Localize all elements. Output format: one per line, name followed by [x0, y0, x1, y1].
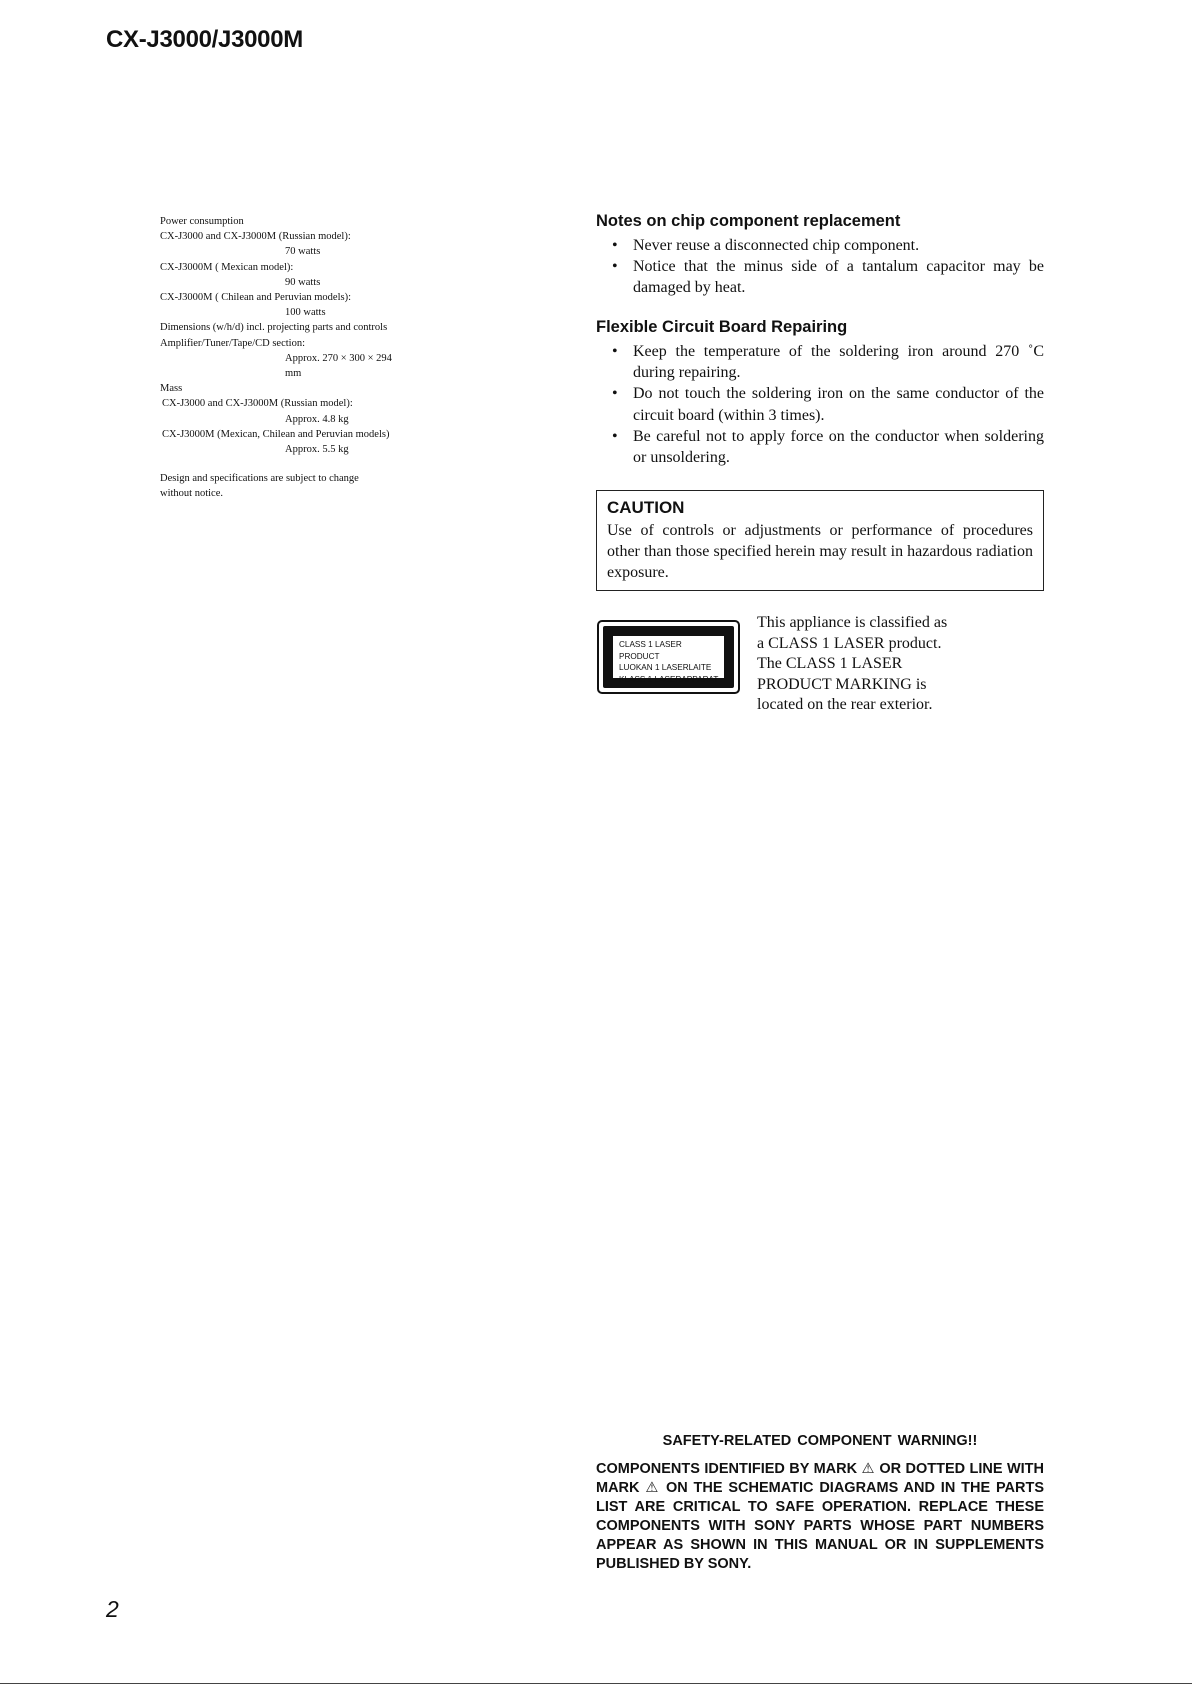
spec-mass-russian-label: CX-J3000 and CX-J3000M (Russian model):	[162, 398, 353, 410]
bullet-icon: •	[612, 427, 618, 445]
spec-power-chilean-label: CX-J3000M ( Chilean and Peruvian models):	[160, 292, 352, 304]
laser-text-line: The CLASS 1 LASER	[757, 655, 903, 672]
laser-text-line: This appliance is classified as	[757, 614, 948, 631]
safety-warning-body: COMPONENTS IDENTIFIED BY MARK ⚠ OR DOTTED LINE WITH MARK ⚠ ON THE SCHEMATIC DIAGRAMS AND IN THE PARTS LIST ARE CRITICAL TO SAFE OPERATION. REPLACE THESE COMPONENTS WITH SONY PARTS WHOSE PART NUMBERS APPEAR AS SHOWN IN THIS MANUAL OR IN SUPPLEMENTS PUBLISHED BY SONY.	[596, 1461, 1045, 1572]
model-title: CX-J3000/J3000M	[106, 26, 303, 53]
laser-text-line: a CLASS 1 LASER product.	[757, 634, 942, 652]
chip-notes-section	[596, 212, 1044, 299]
laser-label-line: KLASS 1 LASERAPPARAT	[619, 674, 719, 684]
laser-text-line: PRODUCT MARKING is	[757, 675, 927, 693]
list-item: • Never reuse a disconnected chip component.	[596, 235, 1044, 256]
chip-notes-list	[596, 235, 1044, 299]
spec-dimensions-section: Amplifier/Tuner/Tape/CD section:	[160, 337, 305, 349]
bullet-icon: •	[612, 258, 618, 276]
spec-power-chilean-value: 100 watts	[285, 307, 326, 319]
list-item: • Be careful not to apply force on the conductor when soldering or unsoldering.	[612, 427, 1044, 467]
caution-box	[596, 490, 1044, 591]
bullet-icon: •	[612, 343, 618, 360]
list-item: • Notice that the minus side of a tantalum capacitor may be damaged by heat.	[612, 258, 1044, 297]
laser-label-line: LUOKAN 1 LASERLAITE	[619, 663, 712, 672]
warning-triangle-icon: ⚠	[645, 1480, 661, 1496]
bullet-icon: •	[612, 385, 618, 403]
spec-power-mexican-label: CX-J3000M ( Mexican model):	[160, 261, 294, 273]
spec-dimensions-value: Approx. 270 × 300 × 294	[285, 352, 392, 364]
list-item: • Do not touch the soldering iron on the same conductor of the circuit board (within 3 times).	[612, 385, 1044, 424]
bullet-icon: •	[612, 237, 618, 254]
list-item: • Keep the temperature of the soldering iron around 270 ˚C during repairing.	[612, 343, 1044, 382]
safety-warning-title: SAFETY-RELATED COMPONENT WARNING!!	[662, 1433, 978, 1449]
flex-repair-list	[596, 341, 1044, 468]
laser-class-label	[597, 620, 740, 694]
spec-power-russian-label: CX-J3000 and CX-J3000M (Russian model):	[160, 231, 351, 243]
spec-power-label: Power consumption	[160, 216, 244, 227]
flex-repair-section	[596, 318, 1044, 468]
laser-text-line: located on the rear exterior.	[757, 696, 933, 713]
chip-notes-heading: Notes on chip component replacement	[596, 212, 901, 230]
laser-label-line: CLASS 1 LASER PRODUCT	[619, 640, 682, 661]
spec-notice-line-1: Design and specifications are subject to change	[160, 473, 359, 485]
warning-triangle-icon: ⚠	[861, 1461, 875, 1477]
laser-classification-text	[757, 613, 987, 716]
caution-text: Use of controls or adjustments or performance of procedures other than those specified herein may result in hazardous radiation exposure.	[607, 522, 1033, 582]
caution-heading: CAUTION	[607, 498, 685, 517]
specifications-block	[160, 214, 420, 502]
flex-repair-heading: Flexible Circuit Board Repairing	[596, 318, 848, 336]
spec-power-russian-value: 70 watts	[285, 246, 321, 258]
spec-mass-other-value: Approx. 5.5 kg	[285, 444, 349, 456]
spec-power-mexican-value: 90 watts	[285, 276, 321, 288]
spec-mass-russian-value: Approx. 4.8 kg	[285, 413, 349, 425]
spec-mass-label: Mass	[160, 383, 183, 395]
page-number: 2	[106, 1596, 119, 1622]
footer-divider	[0, 1683, 1192, 1684]
spec-dimensions-label: Dimensions (w/h/d) incl. projecting parts and controls	[160, 322, 388, 334]
spec-notice-line-2: without notice.	[160, 488, 223, 500]
spec-mass-other-label: CX-J3000M (Mexican, Chilean and Peruvian models)	[162, 428, 390, 440]
spec-dimensions-unit: mm	[285, 368, 302, 380]
